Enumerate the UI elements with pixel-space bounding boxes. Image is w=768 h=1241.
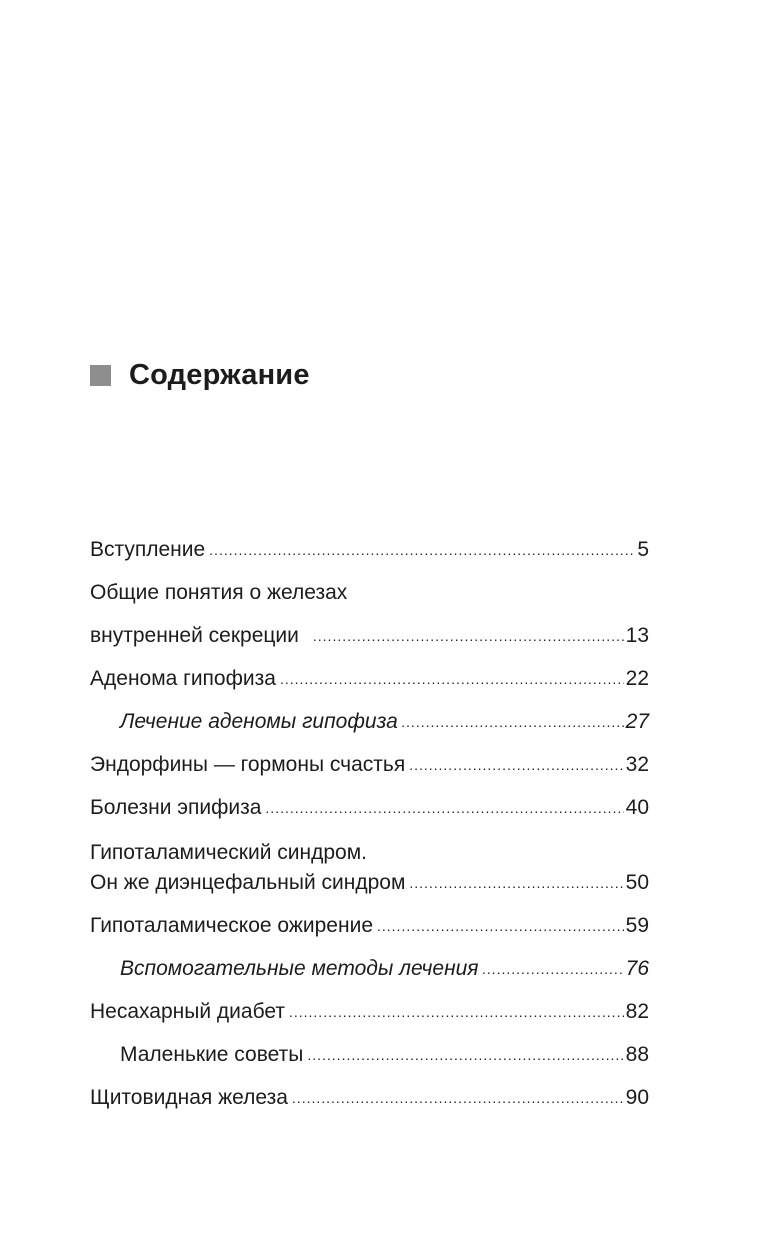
- toc-heading: [90, 352, 310, 398]
- toc-entry: [90, 868, 649, 898]
- toc-leader-dots: [280, 664, 624, 694]
- toc-entry-title: Несахарный диабет: [90, 1000, 285, 1023]
- toc-entry-title: Болезни эпифиза: [90, 796, 262, 819]
- toc-entry: [90, 578, 649, 608]
- toc-entry: [90, 838, 649, 868]
- toc-entry-title: Он же диэнцефальный синдром: [90, 871, 406, 894]
- page-title: Содержание: [129, 358, 310, 391]
- toc-entry-title: Общие понятия о железах: [90, 581, 348, 604]
- toc-entry-page: 76: [625, 957, 649, 980]
- toc-entry: [90, 911, 649, 941]
- toc-entry-title: Вспомогательные методы лечения: [120, 957, 479, 980]
- toc-entry-page: 27: [625, 710, 649, 733]
- toc-entry: [90, 535, 649, 565]
- toc-entry: [90, 664, 649, 694]
- toc-subentry: [120, 954, 649, 984]
- toc-entry-title: Маленькие советы: [120, 1043, 304, 1066]
- toc-entry-page: 90: [625, 1086, 649, 1109]
- toc-entry-title: внутренней секреции: [90, 624, 299, 647]
- toc-entry-title: Вступление: [90, 538, 206, 561]
- toc-entry: [90, 750, 649, 780]
- toc-leader-dots: [409, 750, 623, 780]
- toc-entry-page: 88: [625, 1043, 649, 1066]
- toc-leader-dots: [483, 954, 624, 984]
- toc-leader-dots: [409, 868, 623, 898]
- toc-entry-title: Щитовидная железа: [90, 1086, 288, 1109]
- toc-entry-page: 5: [637, 538, 649, 561]
- toc-leader-dots: [292, 1083, 624, 1113]
- toc-leader-dots: [209, 535, 635, 565]
- toc-entry-page: 82: [625, 1000, 649, 1023]
- toc-entry: [90, 793, 649, 823]
- toc-leader-dots: [313, 621, 624, 651]
- toc-leader-dots: [377, 911, 624, 941]
- toc-entry-page: 13: [625, 624, 649, 647]
- toc-entry: [90, 997, 649, 1027]
- toc-entry-title: Гипоталамическое ожирение: [90, 914, 373, 937]
- toc-entry-title: Аденома гипофиза: [90, 667, 276, 690]
- toc-entry-title: Гипоталамический синдром.: [90, 841, 367, 864]
- toc-entry-page: 59: [625, 914, 649, 937]
- toc-entry-page: 22: [625, 667, 649, 690]
- toc-leader-dots: [265, 793, 623, 823]
- toc-entry: [90, 1083, 649, 1113]
- toc-entry-page: 40: [625, 796, 649, 819]
- toc-entry-title: Эндорфины — гормоны счастья: [90, 753, 406, 776]
- toc-leader-dots: [289, 997, 624, 1027]
- heading-square-marker: [90, 365, 111, 386]
- toc-entry-page: 50: [625, 871, 649, 894]
- toc-entry: [90, 621, 649, 651]
- toc-subentry: [120, 707, 649, 737]
- toc-entry-title: Лечение аденомы гипофиза: [120, 710, 398, 733]
- toc-leader-dots: [402, 707, 624, 737]
- toc-entry-page: 32: [625, 753, 649, 776]
- toc-leader-dots: [307, 1040, 623, 1070]
- toc-subentry: [120, 1040, 649, 1070]
